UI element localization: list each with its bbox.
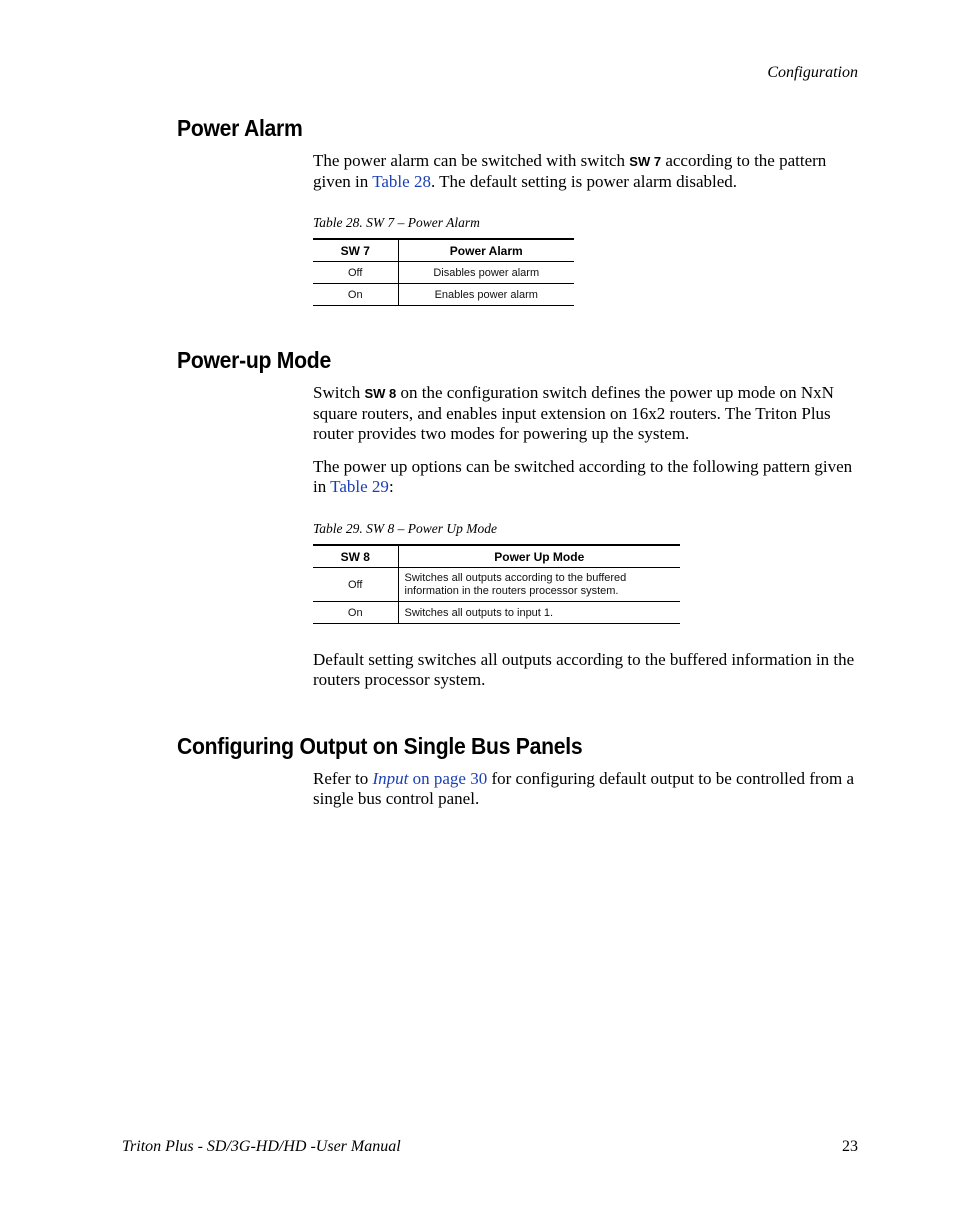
- table-cell: On: [313, 284, 398, 306]
- column-header: Power Up Mode: [398, 545, 680, 568]
- table-row: [313, 568, 680, 602]
- footer-page-number: 23: [842, 1138, 858, 1155]
- text-segment: :: [388, 477, 394, 496]
- table-cell: Disables power alarm: [398, 262, 574, 284]
- switch-label: SW 7: [629, 154, 662, 169]
- text-segment: Switch: [313, 383, 365, 402]
- table-cell: Off: [313, 262, 398, 284]
- footer-manual-title: Triton Plus - SD/3G-HD/HD -User Manual: [122, 1138, 401, 1155]
- table-row: [313, 602, 680, 624]
- power-up-paragraph-1: [313, 383, 861, 444]
- column-header: SW 7: [313, 239, 398, 262]
- table-28: [313, 238, 574, 306]
- text-segment: for configuring default output to be controlled from a single bus control panel.: [313, 769, 855, 808]
- table-cell: Switches all outputs according to the buffered information in the routers processor system.: [398, 568, 680, 602]
- single-bus-paragraph: [313, 769, 861, 809]
- text-segment: The power up options can be switched according to the following pattern given in: [313, 457, 853, 496]
- table-cell: Switches all outputs to input 1.: [398, 602, 680, 624]
- table-28-link[interactable]: Table 28: [372, 172, 431, 191]
- table-cell: Off: [313, 568, 398, 602]
- page-30-link[interactable]: on page 30: [408, 769, 488, 788]
- table-28-caption: Table 28. SW 7 – Power Alarm: [313, 215, 480, 230]
- text-segment: on the configuration switch defines the power up mode on NxN square routers, and enables input extension on 16x2 routers. The Triton Plus router provides two modes for powering up the system.: [313, 383, 834, 443]
- table-row: [313, 284, 574, 306]
- table-cell: On: [313, 602, 398, 624]
- power-up-paragraph-2: [313, 457, 861, 497]
- running-header: Configuration: [767, 64, 858, 81]
- table-row: [313, 262, 574, 284]
- default-setting-paragraph: Default setting switches all outputs according to the buffered information in the routers processor system.: [313, 650, 855, 689]
- text-segment: according to the pattern given in: [313, 151, 827, 191]
- power-alarm-paragraph: [313, 151, 861, 192]
- switch-label: SW 8: [364, 386, 397, 401]
- table-29-caption: Table 29. SW 8 – Power Up Mode: [313, 521, 497, 536]
- text-segment: The power alarm can be switched with switch: [313, 151, 630, 170]
- table-header-row: [313, 545, 680, 568]
- table-29: [313, 544, 680, 624]
- text-segment: Refer to: [313, 769, 373, 788]
- table-cell: Enables power alarm: [398, 284, 574, 306]
- text-segment: . The default setting is power alarm disabled.: [430, 172, 738, 191]
- column-header: SW 8: [313, 545, 398, 568]
- column-header: Power Alarm: [398, 239, 574, 262]
- heading-power-alarm: Power Alarm: [177, 115, 303, 141]
- table-29-link[interactable]: Table 29: [330, 477, 389, 496]
- heading-power-up-mode: Power-up Mode: [177, 347, 331, 373]
- table-header-row: [313, 239, 574, 262]
- heading-single-bus: Configuring Output on Single Bus Panels: [177, 733, 583, 759]
- input-link[interactable]: Input: [372, 769, 409, 788]
